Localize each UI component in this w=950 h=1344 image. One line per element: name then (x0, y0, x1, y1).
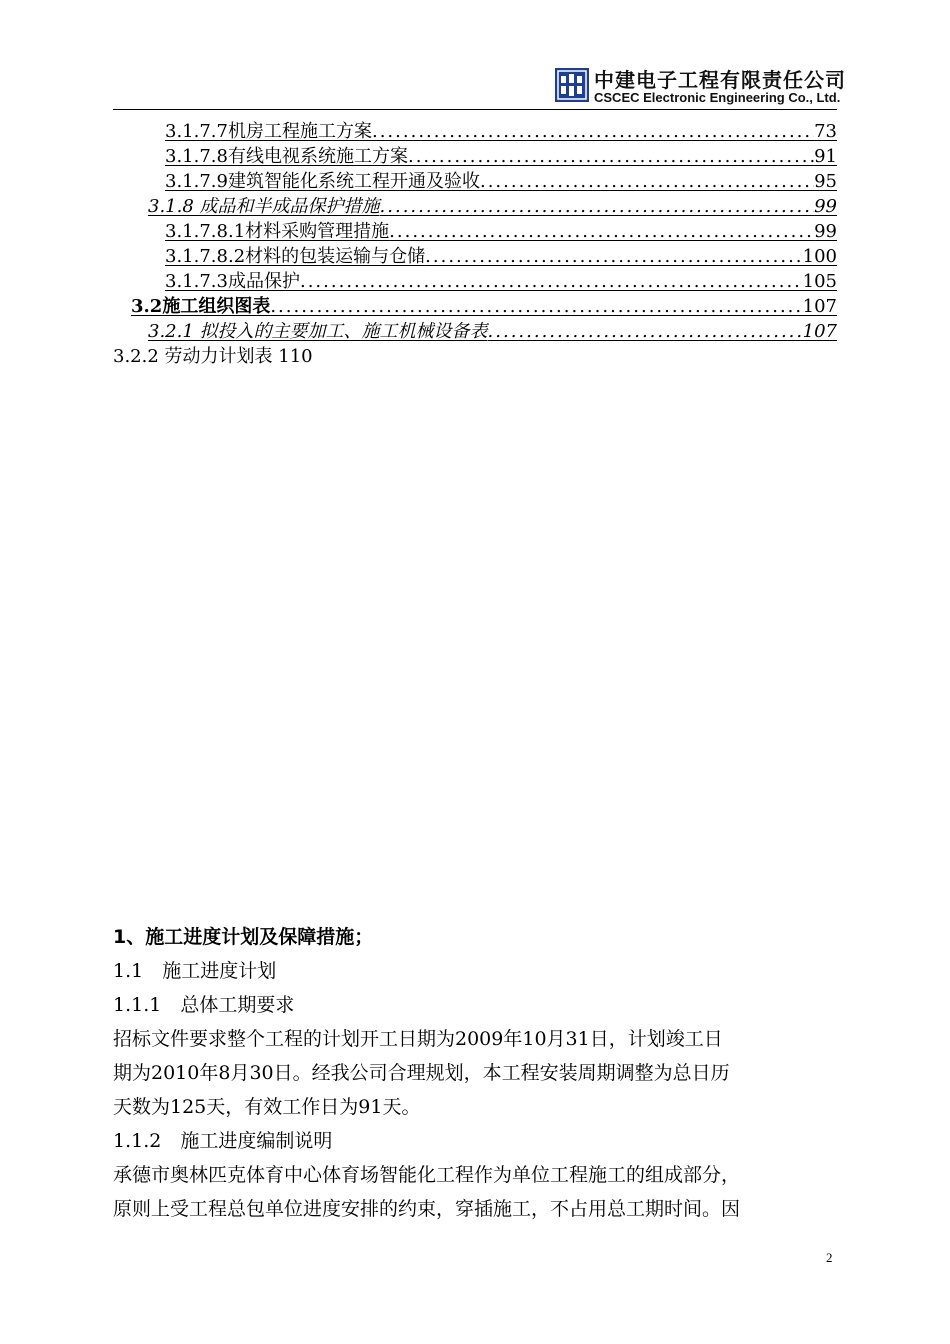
toc-leader (480, 170, 814, 194)
toc-leader (425, 245, 802, 269)
toc-page-number: 73 (814, 121, 837, 142)
toc-entry[interactable] (165, 245, 837, 269)
toc-entry[interactable] (165, 120, 837, 144)
toc-entry[interactable] (148, 195, 837, 219)
toc-page-number: 107 (802, 321, 837, 342)
toc-entry[interactable] (165, 170, 837, 194)
toc-entry-label: 3.1.7.8有线电视系统施工方案 (165, 146, 408, 167)
toc-entry[interactable] (165, 270, 837, 294)
toc-entry[interactable] (113, 345, 313, 369)
toc-entry-label: 3.2.1 拟投入的主要加工、施工机械设备表 (148, 321, 488, 342)
toc-leader (372, 120, 814, 144)
cscec-logo-icon (555, 68, 589, 102)
toc-leader (300, 270, 803, 294)
toc-page-number: 99 (814, 196, 837, 217)
toc-page-number: 100 (802, 246, 837, 267)
page-header (113, 62, 846, 108)
toc-entry[interactable] (148, 320, 837, 344)
toc-page-number: 99 (814, 221, 837, 242)
toc-page-number: 91 (814, 146, 837, 167)
toc-entry-label: 3.1.8 成品和半成品保护措施 (148, 196, 380, 217)
subsection-heading: 1.1 施工进度计划 (113, 960, 277, 982)
toc-leader (389, 220, 814, 244)
subsection-heading: 1.1.1 总体工期要求 (113, 994, 295, 1016)
body-paragraph-line: 原则上受工程总包单位进度安排的约束，穿插施工，不占用总工期时间。因 (113, 1198, 741, 1220)
body-paragraph-line: 期为2010年8月30日。经我公司合理规划，本工程安装周期调整为总日历 (113, 1062, 730, 1084)
toc-page-number: 105 (802, 271, 837, 292)
company-name-en: CSCEC Electronic Engineering Co., Ltd. (594, 90, 841, 105)
toc-entry-label: 3.2.2 劳动力计划表 110 (113, 346, 313, 367)
toc-page-number: 95 (814, 171, 837, 192)
company-name-cn: 中建电子工程有限责任公司 (594, 68, 846, 92)
body-paragraph-line: 承德市奥林匹克体育中心体育场智能化工程作为单位工程施工的组成部分， (113, 1164, 741, 1186)
body-paragraph-line: 天数为125天，有效工作日为91天。 (113, 1096, 421, 1118)
toc-leader (488, 320, 803, 344)
toc-leader (380, 195, 815, 219)
toc-entry[interactable] (131, 295, 837, 319)
section-heading: 1、施工进度计划及保障措施； (113, 926, 374, 948)
toc-entry-label: 3.2施工组织图表 (131, 296, 271, 317)
toc-leader (408, 145, 814, 169)
toc-entry-label: 3.1.7.3成品保护 (165, 271, 300, 292)
page-number: 2 (826, 1250, 833, 1265)
subsection-heading: 1.1.2 施工进度编制说明 (113, 1130, 333, 1152)
toc-entry-label: 3.1.7.8.2材料的包装运输与仓储 (165, 246, 426, 267)
body-paragraph-line: 招标文件要求整个工程的计划开工日期为2009年10月31日，计划竣工日 (113, 1028, 723, 1050)
toc-entry-label: 3.1.7.8.1材料采购管理措施 (165, 221, 390, 242)
toc-page-number: 107 (802, 296, 837, 317)
toc-entry[interactable] (165, 220, 837, 244)
toc-entry-label: 3.1.7.9建筑智能化系统工程开通及验收 (165, 171, 480, 192)
toc-entry[interactable] (165, 145, 837, 169)
header-divider (113, 109, 837, 110)
toc-entry-label: 3.1.7.7机房工程施工方案 (165, 121, 372, 142)
toc-leader (270, 295, 802, 319)
